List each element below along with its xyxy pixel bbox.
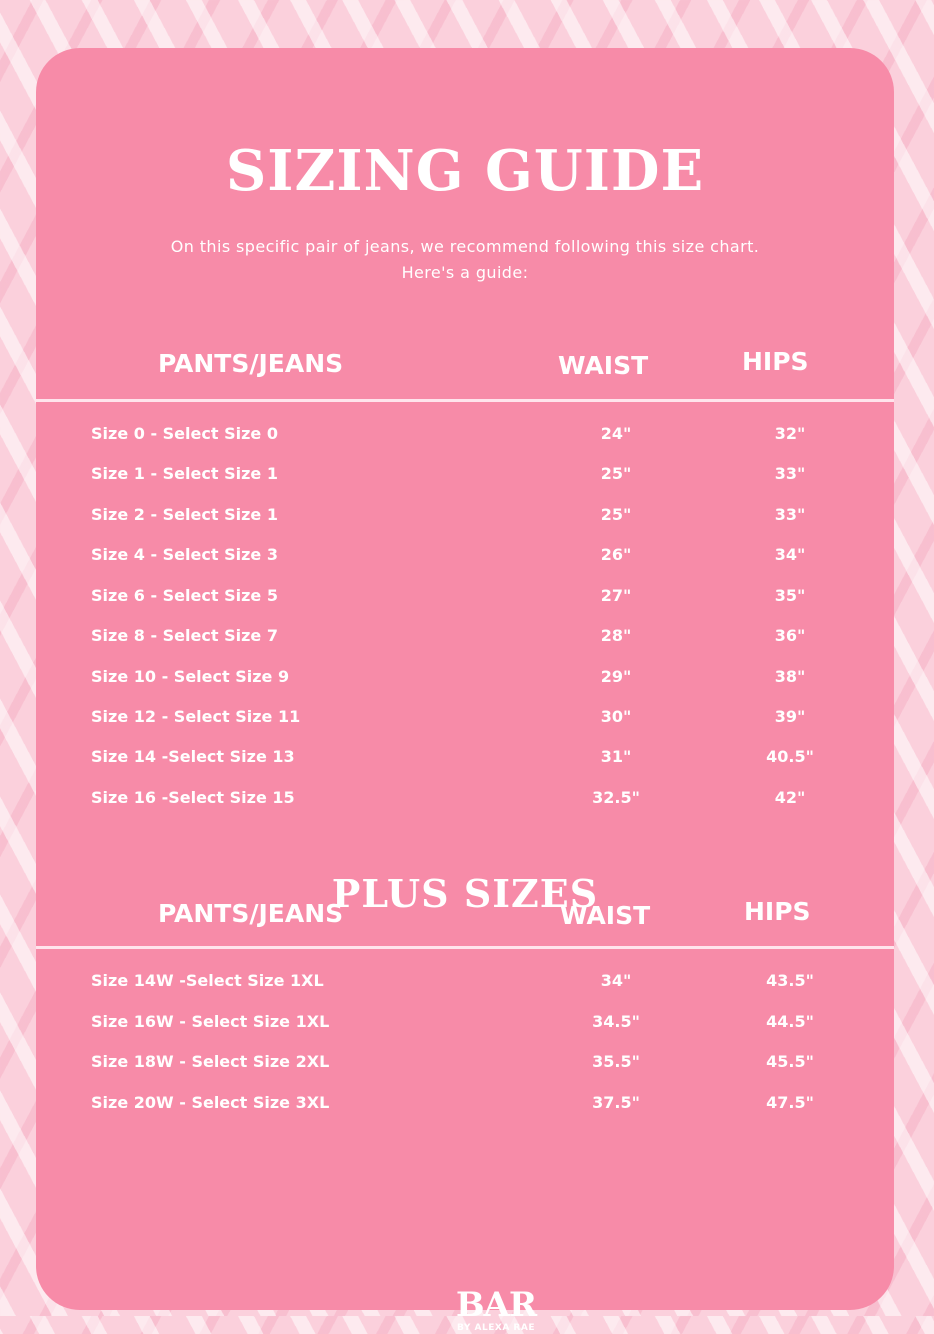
header-hips: HIPS [742,347,809,376]
size-label: Size 16 -Select Size 15 [91,788,295,807]
sizing-guide-card [36,48,894,1333]
table-row [36,744,894,770]
hips-value: 35" [774,586,806,605]
plus-header-pants-jeans: PANTS/JEANS [158,899,344,928]
hips-value: 45.5" [766,1052,814,1071]
header-waist: WAIST [558,351,649,380]
plus-header-hips: HIPS [744,897,811,926]
size-label: Size 14W -Select Size 1XL [91,971,324,990]
size-label: Size 6 - Select Size 5 [91,586,278,605]
table-row [36,664,894,690]
table-row [36,542,894,568]
waist-value: 32.5" [592,788,640,807]
size-label: Size 10 - Select Size 9 [91,667,290,686]
intro-line-1: On this specific pair of jeans, we recommend following this size chart. [170,237,760,256]
waist-value: 37.5" [592,1093,640,1112]
intro-text [76,234,854,286]
hips-value: 33" [774,505,806,524]
size-label: Size 1 - Select Size 1 [91,464,278,483]
hips-value: 47.5" [766,1093,814,1112]
table-row [36,785,894,811]
hips-value: 34" [774,545,806,564]
hips-value: 40.5" [766,747,814,766]
waist-value: 34.5" [592,1012,640,1031]
intro-line-2: Here's a guide: [401,263,529,282]
hips-value: 44.5" [766,1012,814,1031]
size-label: Size 20W - Select Size 3XL [91,1093,330,1112]
logo-mark: BAR [455,1285,537,1325]
hips-value: 32" [774,424,806,443]
table-row [36,583,894,609]
plus-header-waist: WAIST [560,901,651,930]
waist-value: 26" [600,545,632,564]
table-row [36,461,894,487]
waist-value: 29" [600,667,632,686]
waist-value: 28" [600,626,632,645]
hips-value: 43.5" [766,971,814,990]
waist-value: 25" [600,505,632,524]
size-label: Size 12 - Select Size 11 [91,707,301,726]
table-row [36,1049,894,1075]
size-label: Size 18W - Select Size 2XL [91,1052,330,1071]
hips-value: 38" [774,667,806,686]
hips-value: 39" [774,707,806,726]
waist-value: 31" [600,747,632,766]
waist-value: 30" [600,707,632,726]
hips-value: 42" [774,788,806,807]
table-row [36,1090,894,1116]
logo-subtitle: BY ALEXA RAE [457,1323,535,1333]
waist-value: 25" [600,464,632,483]
size-label: Size 16W - Select Size 1XL [91,1012,330,1031]
table-row [36,623,894,649]
plus-sizes-title: PLUS SIZES [331,871,599,916]
hips-value: 33" [774,464,806,483]
size-label: Size 2 - Select Size 1 [91,505,278,524]
plus-table-divider [36,946,894,949]
waist-value: 27" [600,586,632,605]
table-row [36,1009,894,1035]
table-divider [36,399,894,402]
size-label: Size 4 - Select Size 3 [91,545,278,564]
size-label: Size 0 - Select Size 0 [91,424,278,443]
page-title: SIZING GUIDE [225,138,705,204]
table-row [36,502,894,528]
size-label: Size 14 -Select Size 13 [91,747,295,766]
waist-value: 34" [600,971,632,990]
size-label: Size 8 - Select Size 7 [91,626,278,645]
table-row [36,421,894,447]
waist-value: 35.5" [592,1052,640,1071]
bar-logo [436,1285,556,1334]
waist-value: 24" [600,424,632,443]
table-row [36,704,894,730]
header-pants-jeans: PANTS/JEANS [158,349,344,378]
hips-value: 36" [774,626,806,645]
table-row [36,968,894,994]
